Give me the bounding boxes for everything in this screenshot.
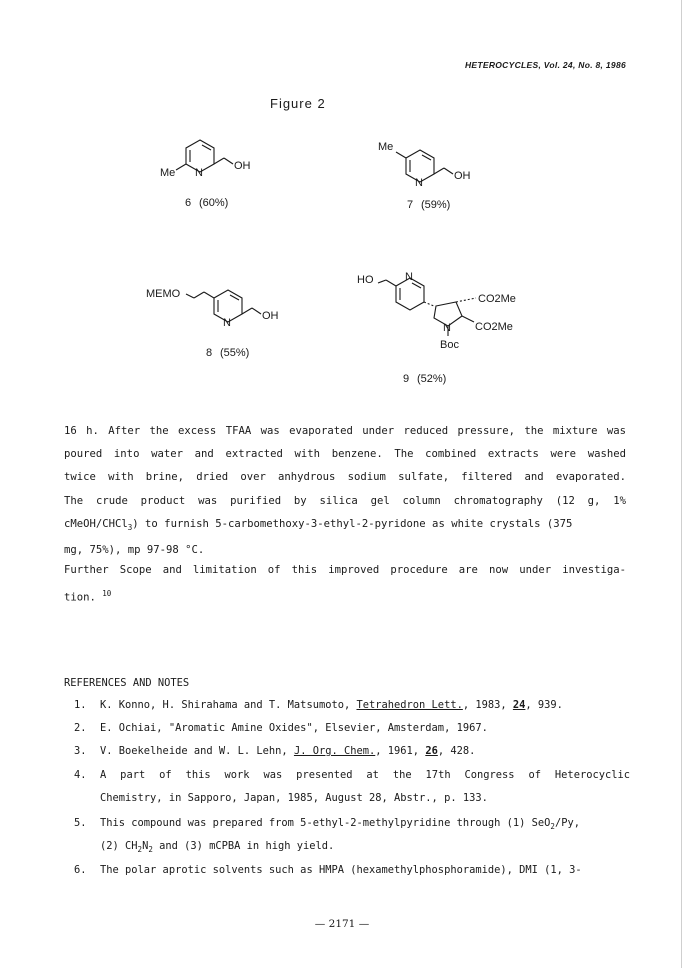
reference-1-number: 1. bbox=[74, 699, 87, 711]
compound-9-label-co2me-1: CO2Me bbox=[478, 293, 516, 305]
reference-4-line-2: Chemistry, in Sapporo, Japan, 1985, August 28, Abstr., p. 133. bbox=[100, 792, 488, 804]
para2-footnote-ref: 10 bbox=[102, 589, 112, 599]
reference-1-authors: K. Konno, H. Shirahama and T. Matsumoto, bbox=[100, 699, 357, 711]
compound-7-label-me: Me bbox=[378, 141, 394, 153]
reference-1-volume: 24 bbox=[512, 699, 526, 711]
reference-3-number: 3. bbox=[74, 745, 87, 757]
compound-7-label-oh: OH bbox=[454, 170, 471, 182]
compound-8-number: 8 bbox=[206, 347, 213, 359]
para1-line-3: twice with brine, dried over anhydrous sodium sulfate, filtered and evaporated. bbox=[64, 471, 626, 484]
reference-3-journal: J. Org. Chem. bbox=[293, 745, 376, 757]
compound-8-yield: (55%) bbox=[220, 347, 250, 359]
compound-6-yield: (60%) bbox=[199, 197, 229, 209]
compound-9-label-co2me-2: CO2Me bbox=[475, 321, 513, 333]
para1-line-5b: ) to furnish 5-carbomethoxy-3-ethyl-2-pyridone as white crystals (375 bbox=[132, 517, 573, 530]
reference-6-number: 6. bbox=[74, 864, 87, 876]
compound-6-label-n: N bbox=[195, 167, 203, 179]
reference-3-text bbox=[100, 740, 475, 763]
compound-9-label-ho: HO bbox=[357, 274, 374, 286]
compound-9-yield: (52%) bbox=[417, 373, 447, 385]
compound-9-label-n2: N bbox=[443, 322, 451, 334]
compound-8-label-n: N bbox=[223, 317, 231, 329]
reference-3-year: , 1961, bbox=[375, 745, 426, 757]
reference-5-text-a: This compound was prepared from 5-ethyl-2-methylpyridine through (1) SeO bbox=[100, 817, 551, 829]
page-number: — 2171 — bbox=[314, 918, 370, 930]
reference-5-text-b: /Py, bbox=[554, 817, 580, 829]
compound-7-number: 7 bbox=[407, 199, 414, 211]
para1-line-1: 16 h. After the excess TFAA was evaporated under reduced pressure, the mixture was bbox=[64, 425, 626, 437]
para2-line-2-text: tion. bbox=[64, 591, 96, 604]
body-paragraph-1 bbox=[64, 420, 626, 562]
compound-8-label-oh: OH bbox=[262, 310, 279, 322]
para1-line-6: mg, 75%), mp 97-98 °C. bbox=[64, 544, 205, 557]
compound-9-structure bbox=[378, 278, 476, 336]
compound-6-label-oh: OH bbox=[234, 160, 251, 172]
reference-4-line-1: A part of this work was presented at the 17th Congress of Heterocyclic bbox=[100, 769, 630, 781]
reference-6-text: The polar aprotic solvents such as HMPA (hexamethylphosphoramide), DMI (1, 3- bbox=[100, 864, 582, 876]
reference-2-text: E. Ochiai, "Aromatic Amine Oxides", Elsevier, Amsterdam, 1967. bbox=[100, 722, 488, 734]
reference-1-page: , 939. bbox=[525, 699, 563, 711]
running-header: HETEROCYCLES, Vol. 24, No. 8, 1986 bbox=[464, 60, 626, 70]
reference-4-number: 4. bbox=[74, 769, 87, 781]
reference-5-sub-1: 2 bbox=[550, 822, 555, 832]
compound-7-structure bbox=[396, 150, 453, 182]
compound-6-number: 6 bbox=[185, 197, 192, 209]
figure-structures bbox=[0, 120, 684, 400]
reference-3-page: , 428. bbox=[437, 745, 476, 757]
reference-5-l2-b: N bbox=[142, 840, 149, 852]
reference-1-year: , 1983, bbox=[462, 699, 513, 711]
compound-8-label-memo: MEMO bbox=[146, 288, 181, 300]
body-paragraph-2 bbox=[64, 559, 626, 610]
compound-6-label-me: Me bbox=[160, 167, 176, 179]
compound-9-label-boc: Boc bbox=[440, 339, 459, 351]
reference-3-volume: 26 bbox=[425, 745, 438, 757]
para1-line-5a: cMeOH/CHCl bbox=[64, 517, 128, 530]
reference-2-number: 2. bbox=[74, 722, 87, 734]
para1-line-5 bbox=[64, 513, 626, 539]
para1-line-4: The crude product was purified by silica gel column chromatography (12 g, 1% bbox=[64, 494, 626, 507]
reference-5-l2-sub-1: 2 bbox=[137, 845, 143, 855]
reference-5-l2-c: and (3) mCPBA in high yield. bbox=[152, 840, 335, 852]
reference-5-l2-a: (2) CH bbox=[100, 840, 138, 852]
para2-line-2 bbox=[64, 582, 626, 610]
compound-6-structure bbox=[176, 140, 233, 172]
reference-1-text bbox=[100, 694, 563, 717]
reference-5-l2-sub-2: 2 bbox=[148, 845, 153, 855]
reference-1-journal: Tetrahedron Lett. bbox=[356, 699, 463, 711]
reference-5-number: 5. bbox=[74, 817, 87, 829]
references-heading: REFERENCES AND NOTES bbox=[64, 677, 190, 689]
compound-7-yield: (59%) bbox=[421, 199, 451, 211]
reference-3-authors: V. Boekelheide and W. L. Lehn, bbox=[100, 745, 294, 757]
para2-line-1: Further Scope and limitation of this improved procedure are now under investiga- bbox=[64, 564, 626, 576]
para1-line-5-sub: 3 bbox=[127, 522, 133, 532]
reference-5-line-2 bbox=[100, 835, 334, 862]
figure-title: Figure 2 bbox=[270, 96, 326, 111]
compound-9-label-n1: N bbox=[405, 271, 413, 283]
para1-line-2: poured into water and extracted with benzene. The combined extracts were washed bbox=[64, 448, 626, 461]
compound-7-label-n: N bbox=[415, 177, 423, 189]
compound-9-number: 9 bbox=[403, 373, 410, 385]
